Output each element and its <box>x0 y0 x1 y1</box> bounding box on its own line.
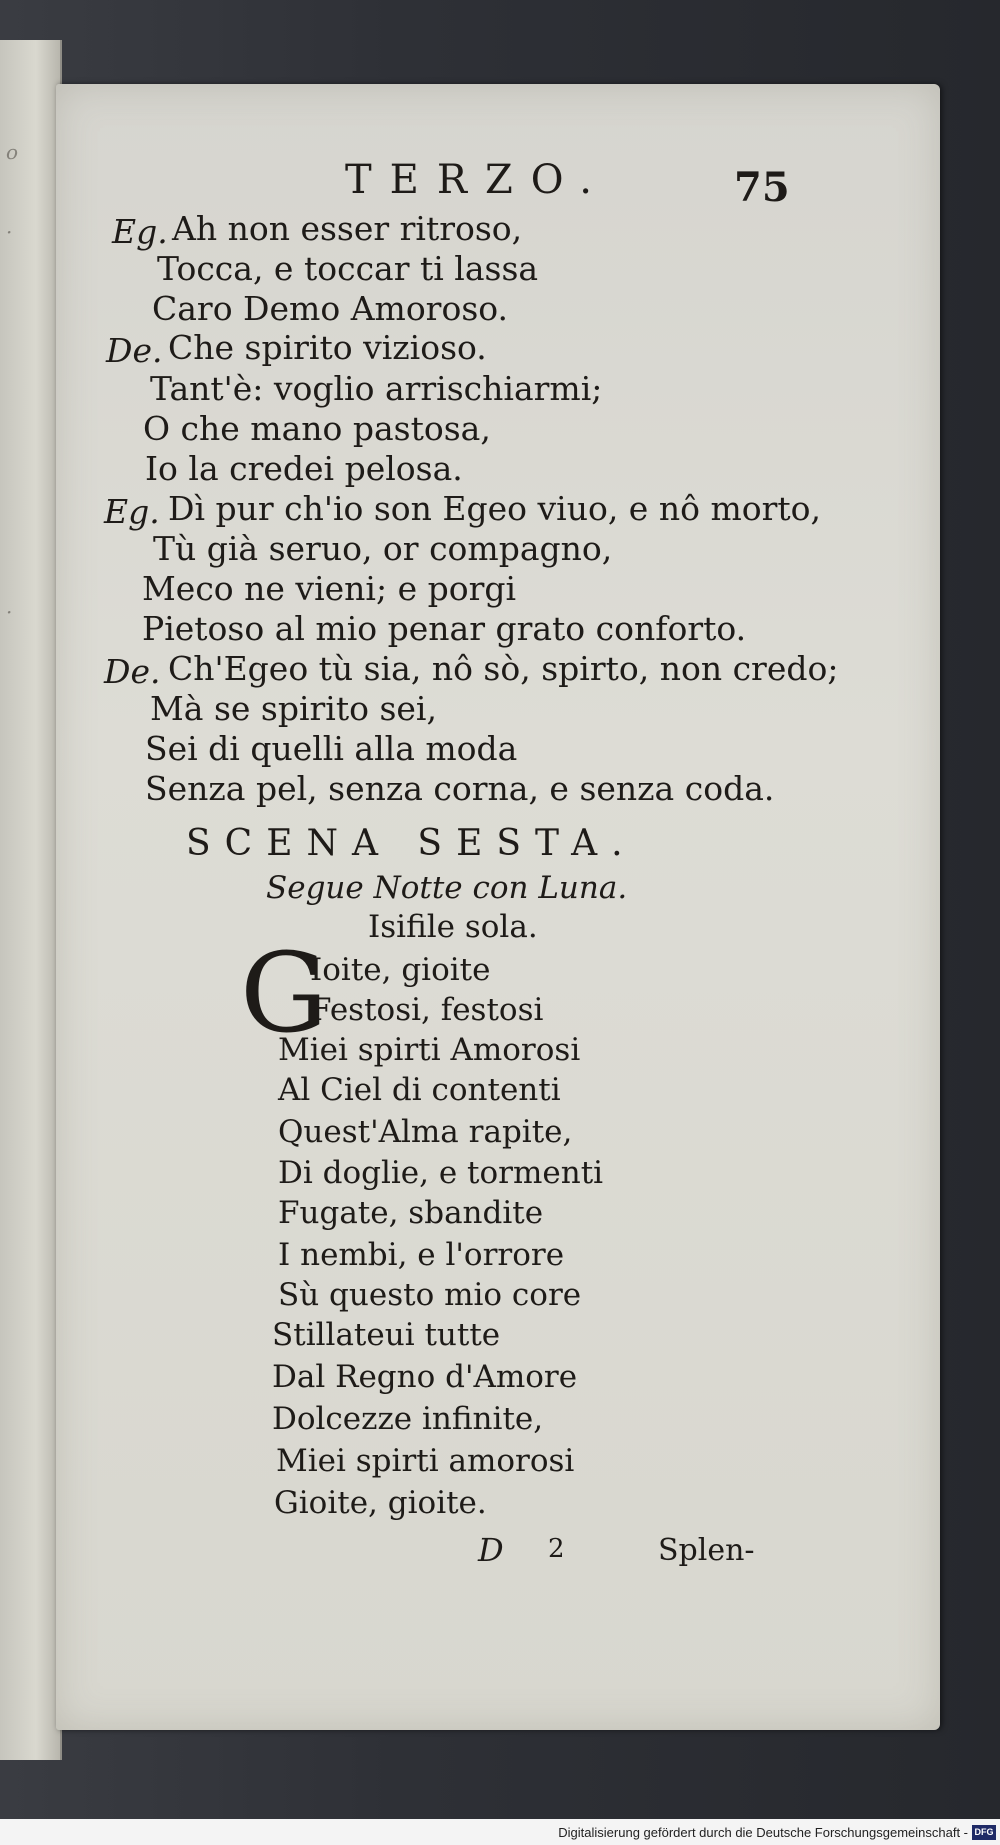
aria-line: Gioite, gioite. <box>274 1485 487 1521</box>
verse-line: Ah non esser ritroso, <box>172 209 523 248</box>
verse-line: O che mano pastosa, <box>143 409 491 448</box>
verse-line: Dì pur ch'io son Egeo viuo, e nô morto, <box>168 489 821 528</box>
verse-line: Tocca, e toccar ti lassa <box>157 249 539 288</box>
footer-credit: Digitalisierung gefördert durch die Deutsche Forschungsgemeinschaft - <box>558 1825 968 1840</box>
aria-line: I nembi, e l'orrore <box>278 1237 565 1273</box>
catchword: Splen- <box>658 1533 755 1568</box>
aria-line: Sù questo mio core <box>278 1277 582 1313</box>
aria-line: Fugate, sbandite <box>278 1195 544 1231</box>
verse-line: Io la credei pelosa. <box>145 449 463 488</box>
aria-line: Miei spirti amorosi <box>276 1443 575 1479</box>
aria-line: Al Ciel di contenti <box>278 1072 561 1108</box>
verse-line: Caro Demo Amoroso. <box>152 289 509 328</box>
aria-line: Di doglie, e tormenti <box>278 1155 604 1191</box>
verse-line: Tù già seruo, or compagno, <box>153 529 613 568</box>
dfg-logo-icon: DFG <box>972 1825 996 1840</box>
speaker-tag: De. <box>104 652 161 691</box>
verse-line: Tant'è: voglio arrischiarmi; <box>150 369 603 408</box>
signature-mark: D <box>478 1531 504 1569</box>
verse-line: Pietoso al mio penar grato conforto. <box>142 609 747 648</box>
speaker-tag: De. <box>106 331 163 370</box>
aria-line: Stillateui tutte <box>272 1317 501 1353</box>
verse-line: Senza pel, senza corna, e senza coda. <box>145 769 775 808</box>
verse-line: Che spirito vizioso. <box>168 328 487 367</box>
verse-line: Ch'Egeo tù sia, nô sò, spirto, non credo; <box>168 649 839 688</box>
speaker-tag: Eg. <box>112 212 168 251</box>
footer-bar <box>0 1819 1000 1845</box>
aria-line: Festosi, festosi <box>310 992 544 1028</box>
previous-page-edge: o · · <box>0 40 62 1760</box>
verse-line: Sei di quelli alla moda <box>145 729 518 768</box>
scene-character: Isifile sola. <box>368 909 538 945</box>
aria-line: Quest'Alma rapite, <box>278 1114 573 1150</box>
drop-cap: G <box>240 929 328 1057</box>
scene-subtitle: Segue Notte con Luna. <box>266 870 628 906</box>
aria-line: Dolcezze infinite, <box>272 1401 544 1437</box>
page-number: 75 <box>734 164 790 211</box>
aria-line: Miei spirti Amorosi <box>278 1032 581 1068</box>
scene-title: SCENA SESTA. <box>186 823 637 864</box>
aria-line: Dal Regno d'Amore <box>272 1359 578 1395</box>
signature-number: 2 <box>548 1534 565 1564</box>
aria-line: Ioite, gioite <box>310 952 491 988</box>
verse-line: Meco ne vieni; e porgi <box>142 569 517 608</box>
running-head: TERZO. <box>345 157 610 203</box>
verse-line: Mà se spirito sei, <box>150 689 437 728</box>
speaker-tag: Eg. <box>104 492 160 531</box>
